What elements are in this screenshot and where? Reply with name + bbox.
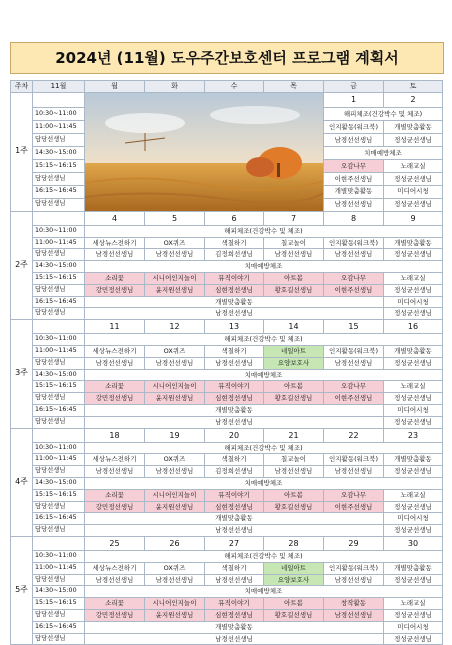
time-cell: 15:15~16:15: [33, 272, 85, 284]
schedule-row: [11, 308, 443, 320]
time-cell: 담당선생님: [33, 284, 85, 296]
program-cell: 색칠하기: [205, 345, 264, 357]
date-cell: 11: [85, 320, 145, 334]
schedule-row: [11, 272, 443, 284]
date-cell: 13: [205, 320, 264, 334]
date-row: [11, 536, 443, 550]
time-cell: 11:00~11:45: [33, 345, 85, 357]
program-cell: 정성균선생님: [384, 357, 443, 369]
program-cell: 개별맞춤활동: [384, 121, 443, 134]
program-cell: 정성균선생님: [384, 633, 443, 645]
week-label: 5주: [11, 536, 33, 644]
program-cell: 세상뉴스전하기: [85, 454, 145, 466]
date-cell: 1: [324, 92, 384, 107]
program-cell: 이현주선생님: [324, 172, 384, 185]
program-cell: 강민정선생님: [85, 393, 145, 405]
week-label: 1주: [11, 92, 33, 211]
program-cell: 남경선선생님: [85, 249, 145, 261]
program-cell: 개별맞춤활동: [384, 454, 443, 466]
schedule-row: [11, 621, 443, 633]
week-label: 3주: [11, 320, 33, 428]
date-row: [11, 320, 443, 334]
program-cell: 윤지원선생님: [145, 393, 205, 405]
program-cell: 윤지원선생님: [145, 284, 205, 296]
date-row: [11, 211, 443, 225]
program-cell: 인지활동(워크북): [324, 454, 384, 466]
program-cell: 윤지원선생님: [145, 609, 205, 621]
program-cell: 노래교실: [384, 272, 443, 284]
date-cell: 2: [384, 92, 443, 107]
program-cell: 미디어시청: [384, 185, 443, 198]
time-cell: 14:30~15:00: [33, 261, 85, 273]
program-cell: 개별맞춤활동: [324, 185, 384, 198]
time-cell: 담당선생님: [33, 609, 85, 621]
time-cell: 담당선생님: [33, 134, 85, 147]
time-cell: 14:30~15:00: [33, 586, 85, 598]
time-cell: 15:15~16:15: [33, 598, 85, 610]
program-cell: OX퀴즈: [145, 237, 205, 249]
time-cell: 15:15~16:15: [33, 381, 85, 393]
program-cell: 김정희선생님: [205, 466, 264, 478]
schedule-row: [11, 466, 443, 478]
date-cell: 25: [85, 536, 145, 550]
program-cell: 해피체조(건강박수 및 체조): [324, 108, 443, 121]
schedule-row: [11, 477, 443, 489]
date-spacer: [33, 536, 85, 550]
schedule-table: [10, 80, 443, 645]
program-cell: 칠교놀이: [264, 454, 324, 466]
program-cell: 시니어인지놀이: [145, 598, 205, 610]
program-cell: 남경선선생님: [324, 249, 384, 261]
day-header: 수: [205, 81, 264, 93]
date-cell: 5: [145, 211, 205, 225]
program-cell: 인지활동(워크북): [324, 345, 384, 357]
time-cell: 10:30~11:00: [33, 225, 85, 237]
program-cell: 노래교실: [384, 489, 443, 501]
date-cell: 27: [205, 536, 264, 550]
schedule-row: [11, 393, 443, 405]
program-cell: 윤지원선생님: [145, 501, 205, 513]
schedule-row: [11, 237, 443, 249]
program-cell: 시니어인지놀이: [145, 489, 205, 501]
program-span-cell: 해피체조(건강박수 및 체조): [85, 225, 443, 237]
header-row: [11, 81, 443, 93]
date-cell: 26: [145, 536, 205, 550]
time-cell: 담당선생님: [33, 416, 85, 428]
program-span-cell: 남경선선생님: [85, 416, 384, 428]
program-cell: 인지활동(워크북): [324, 237, 384, 249]
time-cell: 11:00~11:45: [33, 237, 85, 249]
program-cell: 네일아트: [264, 345, 324, 357]
program-cell: 남경선선생님: [85, 574, 145, 586]
program-cell: 정성균선생님: [384, 609, 443, 621]
program-cell: 남경선선생님: [264, 249, 324, 261]
program-cell: 인지활동(워크북): [324, 562, 384, 574]
time-cell: 담당선생님: [33, 501, 85, 513]
program-cell: 미디어시청: [384, 296, 443, 308]
schedule-row: [11, 574, 443, 586]
week-label: 4주: [11, 428, 33, 536]
schedule-row: [11, 586, 443, 598]
program-cell: 노래교실: [384, 159, 443, 172]
program-cell: 네일아트: [264, 562, 324, 574]
schedule-row: [11, 562, 443, 574]
time-cell: 담당선생님: [33, 308, 85, 320]
program-cell: 개별맞춤활동: [384, 562, 443, 574]
schedule-row: [11, 454, 443, 466]
day-header: 금: [324, 81, 384, 93]
program-cell: 정성균선생님: [384, 416, 443, 428]
schedule-row: [11, 513, 443, 525]
time-cell: 담당선생님: [33, 633, 85, 645]
schedule-row: [11, 489, 443, 501]
schedule-row: [11, 598, 443, 610]
program-cell: 노래교실: [384, 381, 443, 393]
program-cell: 오감나무: [324, 272, 384, 284]
time-cell: 담당선생님: [33, 393, 85, 405]
time-cell: 10:30~11:00: [33, 108, 85, 121]
date-cell: 21: [264, 428, 324, 442]
program-cell: 남경선선생님: [85, 357, 145, 369]
program-cell: 정성균선생님: [384, 134, 443, 147]
date-cell: 12: [145, 320, 205, 334]
program-span-cell: 해피체조(건강박수 및 체조): [85, 550, 443, 562]
program-span-cell: 치매예방체조: [85, 477, 443, 489]
program-cell: 황호길선생님: [264, 609, 324, 621]
program-cell: 시니어인지놀이: [145, 272, 205, 284]
program-cell: 미디어시청: [384, 513, 443, 525]
program-cell: 요양보호사: [264, 357, 324, 369]
date-row: [11, 428, 443, 442]
schedule-row: [11, 633, 443, 645]
schedule-row: [11, 296, 443, 308]
time-cell: 담당선생님: [33, 574, 85, 586]
time-cell: 15:15~16:15: [33, 159, 85, 172]
program-cell: 아트봄: [264, 272, 324, 284]
time-cell: 담당선생님: [33, 466, 85, 478]
program-cell: 남경선선생님: [85, 466, 145, 478]
program-span-cell: 개별맞춤활동: [85, 621, 384, 633]
program-cell: 강민정선생님: [85, 284, 145, 296]
program-cell: 남경선선생님: [324, 198, 384, 211]
time-cell: 16:15~16:45: [33, 185, 85, 198]
program-cell: 정성균선생님: [384, 308, 443, 320]
program-cell: 이현주선생님: [324, 284, 384, 296]
time-cell: 담당선생님: [33, 357, 85, 369]
program-cell: 오감나무: [324, 381, 384, 393]
program-cell: 색칠하기: [205, 562, 264, 574]
program-span-cell: 개별맞춤활동: [85, 404, 384, 416]
program-span-cell: 개별맞춤활동: [85, 513, 384, 525]
schedule-row: [11, 369, 443, 381]
program-cell: 정성균선생님: [384, 501, 443, 513]
program-cell: 황호길선생님: [264, 501, 324, 513]
program-cell: 미디어시청: [384, 621, 443, 633]
program-cell: 칠교놀이: [264, 237, 324, 249]
program-span-cell: 남경선선생님: [85, 308, 384, 320]
schedule-row: [11, 345, 443, 357]
autumn-illustration: [85, 92, 324, 211]
program-cell: 황호길선생님: [264, 284, 324, 296]
schedule-row: [11, 609, 443, 621]
schedule-row: [11, 261, 443, 273]
program-cell: 세상뉴스전하기: [85, 562, 145, 574]
date-spacer: [33, 92, 85, 107]
program-cell: 정성균선생님: [384, 466, 443, 478]
program-span-cell: 치매예방체조: [85, 369, 443, 381]
program-span-cell: 남경선선생님: [85, 633, 384, 645]
program-cell: 남경선선생님: [264, 466, 324, 478]
program-span-cell: 치매예방체조: [85, 261, 443, 273]
month-header: 11월: [33, 81, 85, 93]
program-cell: OX퀴즈: [145, 454, 205, 466]
schedule-row: [11, 381, 443, 393]
program-cell: 미디어시청: [384, 404, 443, 416]
date-cell: 29: [324, 536, 384, 550]
program-cell: 강민정선생님: [85, 501, 145, 513]
date-cell: 9: [384, 211, 443, 225]
program-span-cell: 해피체조(건강박수 및 체조): [85, 334, 443, 346]
time-cell: 10:30~11:00: [33, 442, 85, 454]
page-title: 2024년 (11월) 도우주간보호센터 프로그램 계획서: [10, 42, 444, 74]
time-cell: 16:15~16:45: [33, 621, 85, 633]
program-cell: 개별맞춤활동: [384, 237, 443, 249]
program-cell: 남경선선생님: [324, 574, 384, 586]
date-cell: 19: [145, 428, 205, 442]
program-span-cell: 개별맞춤활동: [85, 296, 384, 308]
program-cell: 아트봄: [264, 381, 324, 393]
program-cell: 뮤직이야기: [205, 598, 264, 610]
time-cell: 담당선생님: [33, 249, 85, 261]
program-cell: 남경선선생님: [324, 609, 384, 621]
program-cell: 이현주선생님: [324, 501, 384, 513]
program-cell: 김정희선생님: [205, 249, 264, 261]
program-cell: 시니어인지놀이: [145, 381, 205, 393]
week-label: 2주: [11, 211, 33, 319]
time-cell: 11:00~11:45: [33, 562, 85, 574]
time-cell: 담당선생님: [33, 172, 85, 185]
time-cell: 담당선생님: [33, 198, 85, 211]
program-cell: 세상뉴스전하기: [85, 345, 145, 357]
time-cell: 11:00~11:45: [33, 121, 85, 134]
date-cell: 18: [85, 428, 145, 442]
schedule-row: [11, 284, 443, 296]
date-cell: 8: [324, 211, 384, 225]
date-spacer: [33, 320, 85, 334]
program-cell: 세상뉴스전하기: [85, 237, 145, 249]
program-span-cell: 치매예방체조: [85, 586, 443, 598]
program-cell: 남경선선생님: [324, 134, 384, 147]
time-cell: 14:30~15:00: [33, 147, 85, 160]
date-spacer: [33, 211, 85, 225]
program-cell: 뮤직이야기: [205, 381, 264, 393]
program-cell: 황호길선생님: [264, 393, 324, 405]
date-cell: 14: [264, 320, 324, 334]
program-cell: 남경선선생님: [324, 466, 384, 478]
date-cell: 15: [324, 320, 384, 334]
time-cell: 담당선생님: [33, 525, 85, 537]
program-cell: 심현정선생님: [205, 609, 264, 621]
program-cell: 남경선선생님: [145, 357, 205, 369]
program-cell: 색칠하기: [205, 237, 264, 249]
date-cell: 30: [384, 536, 443, 550]
program-cell: 소리꽃: [85, 489, 145, 501]
program-cell: 정성균선생님: [384, 574, 443, 586]
program-cell: 개별맞춤활동: [384, 345, 443, 357]
date-cell: 22: [324, 428, 384, 442]
program-cell: 소리꽃: [85, 272, 145, 284]
program-cell: 정성균선생님: [384, 525, 443, 537]
time-cell: 10:30~11:00: [33, 550, 85, 562]
program-cell: 남경선선생님: [145, 574, 205, 586]
program-cell: 정성균선생님: [384, 284, 443, 296]
program-cell: 노래교실: [384, 598, 443, 610]
program-cell: 색칠하기: [205, 454, 264, 466]
date-cell: 4: [85, 211, 145, 225]
program-cell: 오감나무: [324, 489, 384, 501]
schedule-row: [11, 404, 443, 416]
program-cell: 정성균선생님: [384, 198, 443, 211]
program-cell: 치매예방체조: [324, 147, 443, 160]
schedule-row: [11, 442, 443, 454]
program-cell: 이현주선생님: [324, 393, 384, 405]
schedule-row: [11, 334, 443, 346]
program-span-cell: 남경선선생님: [85, 525, 384, 537]
time-cell: 16:15~16:45: [33, 404, 85, 416]
program-cell: 심현정선생님: [205, 393, 264, 405]
program-cell: 정성균선생님: [384, 249, 443, 261]
program-cell: 남경선선생님: [145, 249, 205, 261]
program-cell: 심현정선생님: [205, 284, 264, 296]
schedule-row: [11, 525, 443, 537]
date-cell: 16: [384, 320, 443, 334]
program-cell: 남경선선생님: [145, 466, 205, 478]
program-cell: 소리꽃: [85, 598, 145, 610]
date-cell: 23: [384, 428, 443, 442]
date-cell: 20: [205, 428, 264, 442]
date-cell: 7: [264, 211, 324, 225]
program-cell: OX퀴즈: [145, 562, 205, 574]
program-cell: 인지활동(워크북): [324, 121, 384, 134]
program-cell: 오감나무: [324, 159, 384, 172]
program-cell: 아트봄: [264, 489, 324, 501]
schedule-row: [11, 225, 443, 237]
time-cell: 15:15~16:15: [33, 489, 85, 501]
autumn-field-image: [85, 93, 324, 211]
day-header: 목: [264, 81, 324, 93]
program-cell: 아트봄: [264, 598, 324, 610]
schedule-row: [11, 357, 443, 369]
program-cell: 요양보호사: [264, 574, 324, 586]
schedule-row: [11, 249, 443, 261]
program-cell: 뮤직이야기: [205, 272, 264, 284]
date-row: [11, 92, 443, 107]
time-cell: 16:15~16:45: [33, 296, 85, 308]
day-header: 토: [384, 81, 443, 93]
week-column-header: 주차: [11, 81, 33, 93]
program-cell: 소리꽃: [85, 381, 145, 393]
program-cell: 뮤직이야기: [205, 489, 264, 501]
time-cell: 14:30~15:00: [33, 369, 85, 381]
time-cell: 10:30~11:00: [33, 334, 85, 346]
program-cell: 강민정선생님: [85, 609, 145, 621]
program-cell: 남경선선생님: [205, 357, 264, 369]
schedule-row: [11, 501, 443, 513]
program-cell: 남경선선생님: [324, 357, 384, 369]
date-cell: 6: [205, 211, 264, 225]
time-cell: 14:30~15:00: [33, 477, 85, 489]
schedule-row: [11, 416, 443, 428]
program-cell: OX퀴즈: [145, 345, 205, 357]
program-cell: 남경선선생님: [205, 574, 264, 586]
program-cell: 심현정선생님: [205, 501, 264, 513]
day-header: 월: [85, 81, 145, 93]
time-cell: 11:00~11:45: [33, 454, 85, 466]
time-cell: 16:15~16:45: [33, 513, 85, 525]
date-cell: 28: [264, 536, 324, 550]
program-cell: 창작활동: [324, 598, 384, 610]
program-cell: 정성균선생님: [384, 393, 443, 405]
day-header: 화: [145, 81, 205, 93]
schedule-row: [11, 550, 443, 562]
program-cell: 정성균선생님: [384, 172, 443, 185]
program-span-cell: 해피체조(건강박수 및 체조): [85, 442, 443, 454]
date-spacer: [33, 428, 85, 442]
